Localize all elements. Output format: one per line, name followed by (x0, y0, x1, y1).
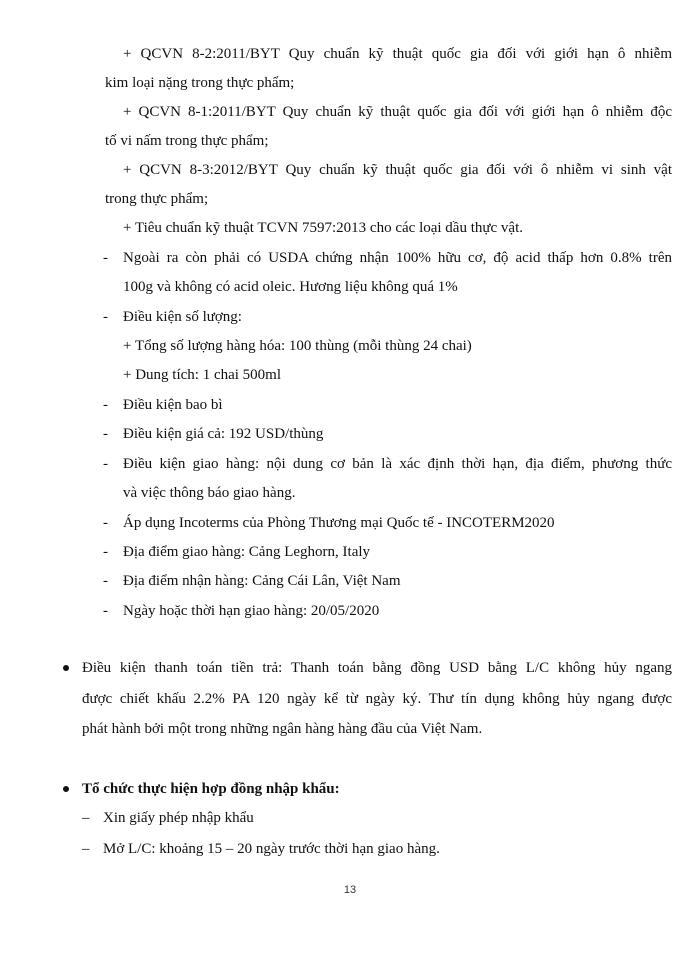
dash-marker: - (103, 456, 108, 472)
payment-condition-line2: được chiết khấu 2.2% PA 120 ngày kể từ ngày ký. Thư tín dụng không hủy ngang được (82, 691, 672, 707)
organization-item-import-license: Xin giấy phép nhập khẩu (103, 810, 254, 826)
quantity-volume: + Dung tích: 1 chai 500ml (123, 367, 282, 383)
delivery-place: Địa điểm giao hàng: Cảng Leghorn, Italy (123, 544, 371, 560)
quantity-heading: Điều kiện số lượng: (123, 309, 242, 325)
standard-qcvn-8-2-line2: kim loại nặng trong thực phẩm; (105, 75, 295, 91)
page-number: 13 (343, 884, 357, 896)
delivery-condition-line1: Điều kiện giao hàng: nội dung cơ bản là xác định thời hạn, địa điểm, phương thức (123, 456, 672, 472)
organization-heading: Tổ chức thực hiện hợp đồng nhập khẩu: (82, 781, 340, 797)
incoterms-clause: Áp dụng Incoterms của Phòng Thương mại Quốc tế - INCOTERM2020 (123, 515, 555, 531)
price-condition: Điều kiện giá cả: 192 USD/thùng (123, 426, 324, 442)
dash-marker: - (103, 426, 108, 442)
standard-qcvn-8-2-line1: + QCVN 8-2:2011/BYT Quy chuẩn kỹ thuật quốc gia đối với giới hạn ô nhiễm (123, 46, 672, 62)
standard-tcvn-7597: + Tiêu chuẩn kỹ thuật TCVN 7597:2013 cho các loại dầu thực vật. (123, 220, 523, 236)
standard-qcvn-8-1-line1: + QCVN 8-1:2011/BYT Quy chuẩn kỹ thuật quốc gia đối với giới hạn ô nhiễm độc (123, 104, 672, 120)
delivery-date: Ngày hoặc thời hạn giao hàng: 20/05/2020 (123, 603, 380, 619)
dash-marker: - (103, 309, 108, 325)
packaging-condition: Điều kiện bao bì (123, 397, 223, 413)
dash-marker: - (103, 397, 108, 413)
dash-marker: - (103, 573, 108, 589)
dash-marker: - (103, 250, 108, 266)
en-dash-marker: – (82, 841, 90, 857)
organization-item-open-lc: Mở L/C: khoảng 15 – 20 ngày trước thời hạn giao hàng. (103, 841, 440, 857)
receiving-place: Địa điểm nhận hàng: Cảng Cái Lân, Việt Nam (123, 573, 401, 589)
standard-qcvn-8-3-line1: + QCVN 8-3:2012/BYT Quy chuẩn kỹ thuật quốc gia đối với ô nhiễm vi sinh vật (123, 162, 672, 178)
usda-requirement-line2: 100g và không có acid oleic. Hương liệu không quá 1% (123, 279, 458, 295)
usda-requirement-line1: Ngoài ra còn phải có USDA chứng nhận 100% hữu cơ, độ acid thấp hơn 0.8% trên (123, 250, 672, 266)
dash-marker: - (103, 515, 108, 531)
bullet-icon (63, 665, 69, 671)
en-dash-marker: – (82, 810, 90, 826)
quantity-total: + Tổng số lượng hàng hóa: 100 thùng (mỗi thùng 24 chai) (123, 338, 472, 354)
standard-qcvn-8-3-line2: trong thực phẩm; (105, 191, 209, 207)
payment-condition-line3: phát hành bởi một trong những ngân hàng hàng đầu của Việt Nam. (82, 721, 483, 737)
delivery-condition-line2: và việc thông báo giao hàng. (123, 485, 296, 501)
standard-qcvn-8-1-line2: tố vi nấm trong thực phẩm; (105, 133, 269, 149)
payment-condition-line1: Điều kiện thanh toán tiền trả: Thanh toán bằng đồng USD bằng L/C không hủy ngang (82, 660, 672, 676)
bullet-icon (63, 786, 69, 792)
dash-marker: - (103, 603, 108, 619)
dash-marker: - (103, 544, 108, 560)
